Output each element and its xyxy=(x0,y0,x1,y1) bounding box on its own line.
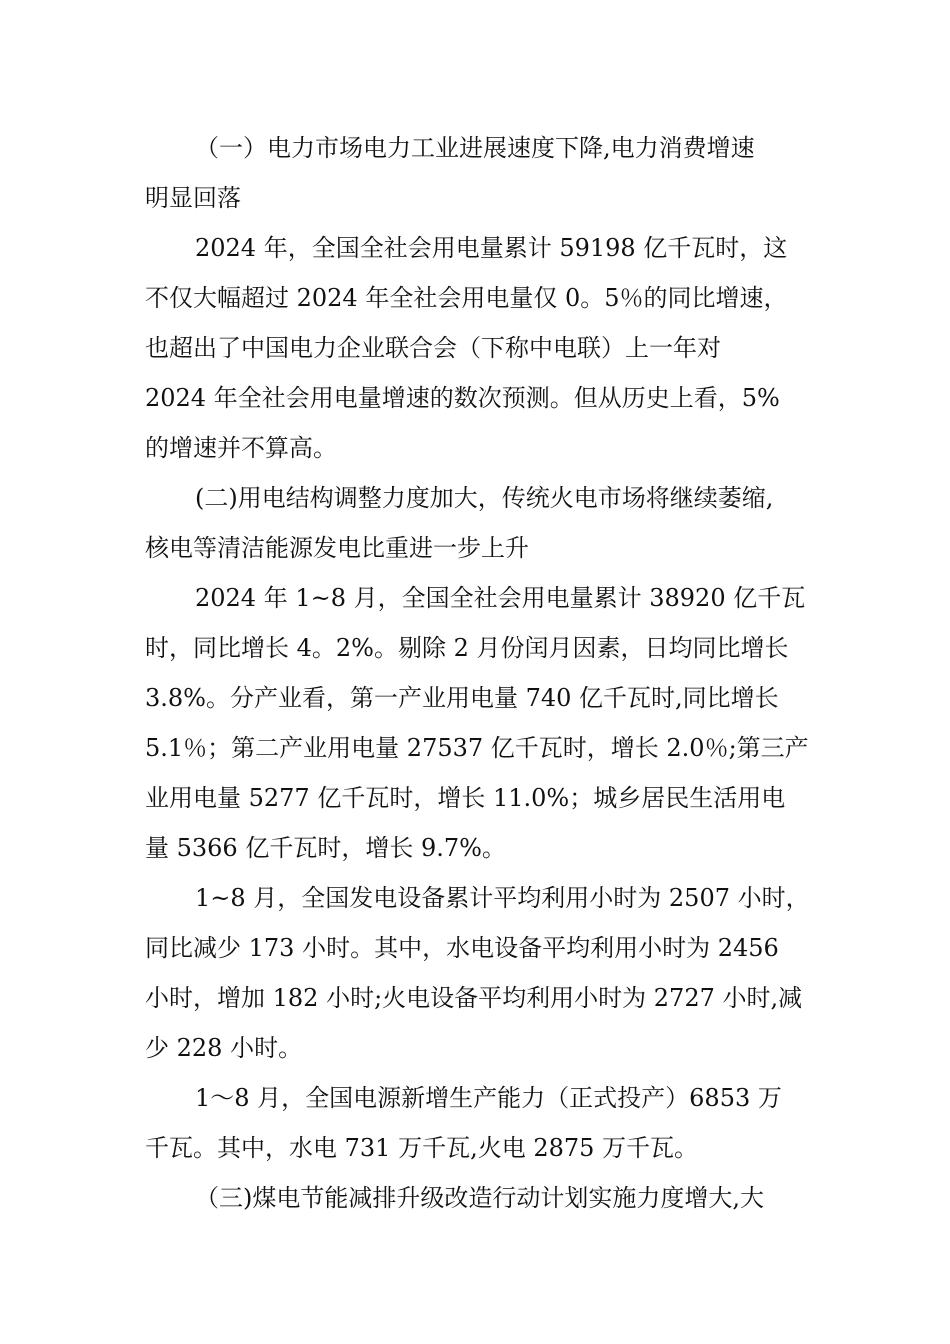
paragraph-line: 量 5366 亿千瓦时，增长 9.7%。 xyxy=(145,834,506,862)
section-heading-2-cont: 核电等清洁能源发电比重进一步上升 xyxy=(145,534,529,562)
paragraph-line: 的增速并不算高。 xyxy=(145,434,337,462)
section-heading-1-cont: 明显回落 xyxy=(145,184,241,212)
section-heading-2: (二)用电结构调整力度加大，传统火电市场将继续萎缩, xyxy=(195,484,774,512)
paragraph-line: 5.1％；第二产业用电量 27537 亿千瓦时，增长 2.0％;第三产 xyxy=(145,734,809,762)
paragraph-line: 2024 年 1~8 月，全国全社会用电量累计 38920 亿千瓦 xyxy=(195,584,806,612)
paragraph-line: 2024 年，全国全社会用电量累计 59198 亿千瓦时，这 xyxy=(195,234,788,262)
paragraph-line: 3.8%。分产业看，第一产业用电量 740 亿千瓦时,同比增长 xyxy=(145,684,779,712)
paragraph-line: 少 228 小时。 xyxy=(145,1034,303,1062)
section-heading-3: （三)煤电节能减排升级改造行动计划实施力度增大,大 xyxy=(195,1184,764,1212)
paragraph-line: 小时，增加 182 小时;火电设备平均利用小时为 2727 小时,减 xyxy=(145,984,803,1012)
paragraph-line: 业用电量 5277 亿千瓦时，增长 11.0%；城乡居民生活用电 xyxy=(145,784,786,812)
paragraph-line: 1~8 月，全国发电设备累计平均利用小时为 2507 小时， xyxy=(195,884,810,912)
section-heading-1: （一）电力市场电力工业进展速度下降,电力消费增速 xyxy=(195,134,755,162)
paragraph-line: 千瓦。其中，水电 731 万千瓦,火电 2875 万千瓦。 xyxy=(145,1134,699,1162)
paragraph-line: 时，同比增长 4。2%。剔除 2 月份闰月因素，日均同比增长 xyxy=(145,634,789,662)
paragraph-line: 2024 年全社会用电量增速的数次预测。但从历史上看，5% xyxy=(145,384,780,412)
paragraph-line: 不仅大幅超过 2024 年全社会用电量仅 0。5％的同比增速， xyxy=(145,284,788,312)
paragraph-line: 1～8 月，全国电源新增生产能力（正式投产）6853 万 xyxy=(195,1084,782,1112)
paragraph-line: 也超出了中国电力企业联合会（下称中电联）上一年对 xyxy=(145,334,721,362)
paragraph-line: 同比减少 173 小时。其中，水电设备平均利用小时为 2456 xyxy=(145,934,779,962)
